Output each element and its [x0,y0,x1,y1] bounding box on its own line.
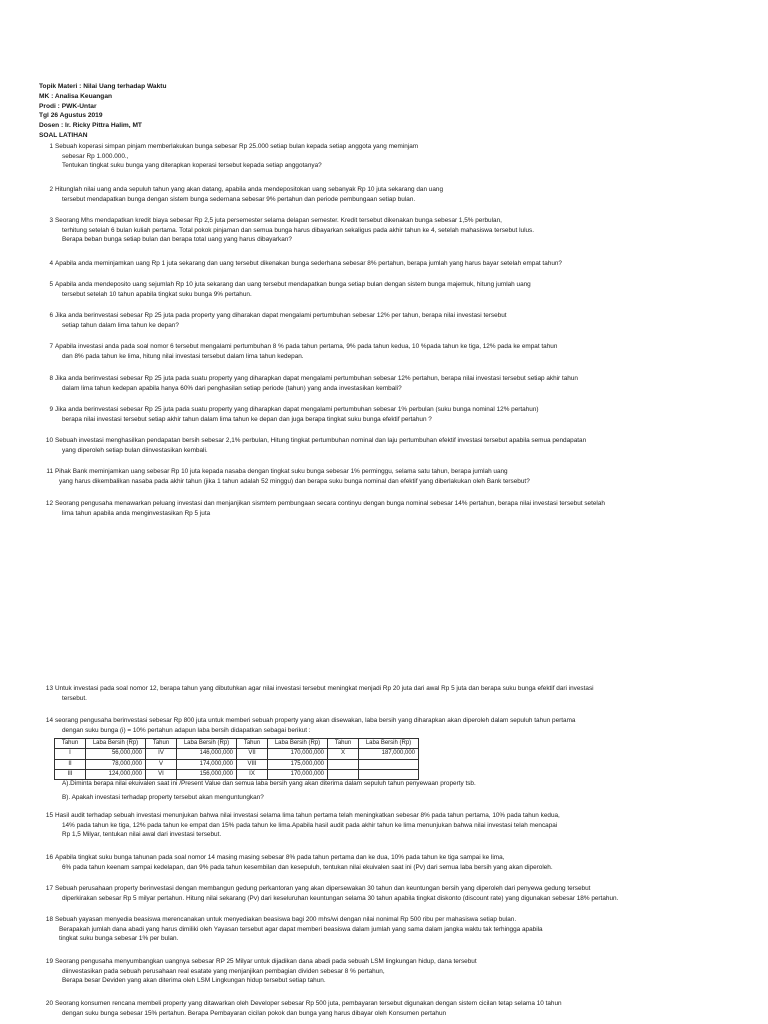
question-text: dalam lima tahun kedepan apabila hanya 60% dari penghasilan setiap periode (tahun) yang anda investasikan kembali? [62,384,402,392]
question-text: dengan suku bunga sebesar 15% pertahun. Berapa Pembayaran cicilan pokok dan bunga yang harus dibayar oleh Konsumen pertahun [62,1009,447,1017]
table-row [55,749,419,759]
question-text: Hitunglah nilai uang anda sepuluh tahun yang akan datang, apabila anda mendepositokan uang sebanyak Rp 10 juta sekarang dan uang [55,186,444,193]
table-row [55,759,419,769]
question-text: Sebuah investasi menghasilkan pendapatan bersih sebesar 2,1% perbulan, Hitung tingkat pertumbuhan nominal dan laju pertumbuhan efektif investasi tersebut apabila semua pendapatan [55,437,587,444]
question-text: yang diperoleh setiap bulan diinvestasikan kembali. [62,446,208,454]
question-text: Apabila tingkat suku bunga tahunan pada soal nomor 14 masing masing sebesar 8% pada tahun pertama dan ke dua, 10% pada tahun ke tiga sampai ke lima, [55,854,505,861]
question-14 [39,716,689,735]
document-header [39,82,167,141]
question-20 [39,999,689,1018]
column-header: Laba Bersih (Rp) [86,739,146,749]
question-text: tingkat suku bunga sebesar 1% per bulan. [59,935,179,943]
table-cell: II [55,759,86,769]
question-text: Berapa besar Deviden yang akan diterima oleh LSM Lingkungan hidup tersebut setiap tahun. [62,977,326,985]
question-5 [39,280,689,299]
question-number: 12 [45,500,53,507]
table-cell: 170,000,000 [268,749,328,759]
question-16 [39,853,689,872]
question-13 [39,684,689,703]
question-number: 11 [46,468,53,475]
question-text: Seorang pengusaha menawarkan peluang investasi dan menjanjikan sismtem pembungaan secara continyu dengan bunga nominal sebesar 14% pertahun, berapa nilai investasi tersebut setelah [55,500,605,507]
question-number: 16 [45,854,53,861]
question-text: Seorang Mhs mendapatkan kredit biaya sebesar Rp 2,5 juta persemester selama delapan semester. Kredit tersebut dikenakan bunga sebesar 1,5% perbulan, [55,217,502,224]
question-number: 3 [49,217,53,224]
question-number: 18 [45,916,53,923]
table-cell: VII [237,749,268,759]
question-1 [39,142,689,171]
question-14-notes [39,779,689,802]
question-text: Untuk investasi pada soal nomor 12, berapa tahun yang dibutuhkan agar nilai investasi tersebut meningkat menjadi Rp 20 juta dari awal Rp 5 juta dan berapa suku bunga efektif dari investasi [55,685,594,692]
question-text: seorang pengusaha berinvestasi sebesar Rp 800 juta untuk memberi sebuah property yang akan disewakan, laba bersih yang diharapkan akan diperoleh dalam sepuluh tahun pertama [55,717,576,724]
table-cell: III [55,769,86,779]
question-text: Apabila anda meminjamkan uang Rp 1 juta sekarang dan uang tersebut dikenakan bunga sederhana sebesar 8% pertahun, berapa jumlah yang harus bayar setelah empat tahun? [55,260,562,267]
table-cell: 146,000,000 [177,749,237,759]
question-number: 5 [49,281,53,288]
lecturer-line: Dosen : Ir. Ricky Pittra Halim, MT [39,122,142,130]
question-text: Seorang pengusaha menyumbangkan uangnya sebesar RP 25 Milyar untuk dijadikan dana abadi pada sebuah LSM lingkungan hidup, dana tersebut [55,958,477,965]
program-line: Prodi : PWK-Untar [39,102,97,110]
question-number: 17 [45,885,53,892]
question-text: Berapakah jumlah dana abadi yang harus dimiliki oleh Yayasan tersebut agar dapat memberi beasiswa dalam jumlah yang sama dalam jangka waktu tak terhingga apabila [59,925,543,933]
table-cell: 174,000,000 [177,759,237,769]
question-19 [39,957,689,986]
question-text: tersebut setelah 10 tahun apabila tingkat suku bunga 9% pertahun. [62,290,252,298]
question-17 [39,884,689,903]
table-cell: 170,000,000 [268,769,328,779]
question-18 [39,915,689,944]
table-cell [328,759,359,769]
question-text: Jika anda berinvestasi sebesar Rp 25 juta pada suatu property yang diharapkan dapat mengalami pertumbuhan sebesar 1% perbulan (suku bunga nominal 12% pertahun) [55,406,539,413]
question-text: lima tahun apabila anda menginvestasikan Rp 5 juta [62,509,211,517]
question-text: Pihak Bank meminjamkan uang sebesar Rp 10 juta kepada nasaba dengan tingkat suku bunga sebesar 1% perminggu, selama satu tahun, berapa jumlah uang [55,468,508,475]
table-cell [359,759,419,769]
question-text: Apabila investasi anda pada soal nomor 6 tersebut mengalami pertumbuhan 8 % pada tahun pertama, 9% pada tahun kedua, 10 %pada tahun ke tiga, 12% pada ke empat tahun [55,343,558,350]
column-header: Tahun [237,739,268,749]
question-number: 8 [49,375,53,382]
question-number: 7 [49,343,53,350]
table-cell: IV [146,749,177,759]
question-text: Sebuah koperasi simpan pinjam memberlakukan bunga sebesar Rp 25.000 setiap bulan kepada setiap anggota yang meminjam [55,143,419,150]
question-text: Apabila anda mendeposito uang sejumlah Rp 10 juta sekarang dan uang tersebut mendapatkan bunga setiap bulan dengan sistem bunga majemuk, hitung jumlah uang [55,281,531,288]
table-cell: 175,000,000 [268,759,328,769]
question-text: sebesar Rp 1.000.000., [62,152,129,160]
section-title: SOAL LATIHAN [39,131,88,139]
question-text: terhitung setelah 6 bulan kuliah pertama. Total pokok pinjaman dan semua bunga harus dibayarkan sekaligus pada akhir tahun ke 4, setelah mahasiswa tersebut lulus. [62,226,535,234]
question-15 [39,811,689,840]
table-cell: 78,000,000 [86,759,146,769]
question-text: Sebuah yayasan menyedia beasiswa merencanakan untuk menyediakan beasiswa bagi 200 mhs/wi dengan nilai nonimal Rp 500 ribu per mahasiswa setiap bulan. [55,916,517,923]
column-header: Laba Bersih (Rp) [268,739,328,749]
question-text: A).Diminta berapa nilai ekuivalen saat ini /Present Value dan semua laba bersih yang akan diterima dalam sepuluh tahun penyewaan property tsb. [62,780,476,787]
table-cell: 156,000,000 [177,769,237,779]
date-line: Tgl 26 Agustus 2019 [39,112,103,120]
question-number: 10 [45,437,53,444]
table-cell: X [328,749,359,759]
column-header: Laba Bersih (Rp) [359,739,419,749]
question-text: diperkirakan sebesar Rp 5 milyar pertahun. Hitung nilai sekarang (Pv) dari keseluruhan keuntungan selama 30 tahun apabila tingkat diskonto (discount rate) yang digunakan sebesar 18% pertahun. [62,894,619,902]
question-text: dengan suku bunga (i) = 10% pertahun adapun laba bersih didapatkan sebagai berikut : [62,726,311,734]
question-text: Rp 1,5 Milyar, tentukan nilai awal dari investasi tersebut. [62,831,222,839]
question-number: 19 [45,958,53,965]
question-8 [39,374,689,393]
question-number: 13 [45,685,53,692]
question-number: 4 [49,260,53,267]
question-text: Hasil audit terhadap sebuah investasi menunjukan bahwa nilai investasi selama lima tahun pertama telah meningkatkan sebesar 8% pada tahun pertama, 10% pada tahun kedua, [55,812,560,819]
table-cell: 124,000,000 [86,769,146,779]
question-3 [39,216,689,245]
topic-line: Topik Materi : Nilai Uang terhadap Waktu [39,83,167,90]
question-7 [39,342,689,361]
table-cell: VIII [237,759,268,769]
question-number: 1 [49,143,53,150]
question-text: Berapa beban bunga setiap bulan dan berapa total uang yang harus dibayarkan? [62,236,292,244]
question-number: 6 [49,312,53,319]
column-header: Laba Bersih (Rp) [177,739,237,749]
question-text: diinvestasikan pada sebuah perusahaan real esatate yang menjanjikan pembagian dividen sebesar 8 % pertahun, [62,967,385,975]
table-cell: 187,000,000 [359,749,419,759]
question-number: 15 [45,812,53,819]
question-text: dan 8% pada tahun ke lima, hitung nilai investasi tersebut dalam lima tahun kedepan. [62,352,304,360]
table-header-row [55,739,419,749]
question-text: Seorang konsumen rencana membeli property yang ditawarkan oleh Developer sebesar Rp 500 juta, pembayaran tersebut digunakan dengan sistem cicilan tetap selama 10 tahun [55,1000,562,1007]
question-4 [39,259,689,269]
question-text: B). Apakah investasi terhadap property tersebut akan menguntungkan? [62,793,264,801]
question-number: 14 [45,717,53,724]
column-header: Tahun [146,739,177,749]
question-2 [39,185,689,204]
question-text: Tentukan tingkat suku bunga yang diterapkan koperasi tersebut kepada setiap anggotanya? [62,162,322,170]
question-text: tersebut. [62,694,87,702]
question-text: setiap tahun dalam lima tahun ke depan? [62,321,179,329]
table-cell: I [55,749,86,759]
question-number: 9 [49,406,53,413]
table-cell: 56,000,000 [86,749,146,759]
question-9 [39,405,689,424]
table-cell: VI [146,769,177,779]
question-text: berapa nilai investasi tersebut setiap akhir tahun dalam lima tahun ke depan dan juga berapa tingkat suku bunga efektif pertahun ? [62,415,432,423]
table-cell: IX [237,769,268,779]
column-header: Tahun [328,739,359,749]
question-text: Jika anda berinvestasi sebesar Rp 25 juta pada suatu property yang diharapkan dapat mengalami pertumbuhan sebesar 12% pertahun, berapa nilai investasi tersebut setiap akhir tahun [55,375,578,382]
question-6 [39,311,689,330]
question-text: yang harus dikembalikan nasaba pada akhir tahun (jika 1 tahun adalah 52 minggu) dan berapa suku bunga nominal dan efektif yang diberlakukan oleh Bank tersebut? [59,477,530,485]
course-line: MK : Analisa Keuangan [39,92,113,100]
question-12 [39,499,689,518]
column-header: Tahun [55,739,86,749]
question-text: Jika anda berinvestasi sebesar Rp 25 juta pada property yang diharakan dapat mengalami pertumbuhan sebesar 12% per tahun, berapa nilai investasi tersebut [55,312,507,319]
profit-table [54,738,419,780]
question-text: 14% pada tahun ke tiga, 12% pada tahun ke empat dan 15% pada tahun ke lima.Apabila hasil audit pada akhir tahun ke lima menunjukan bahwa nilai investasi telah mencapai [62,821,558,829]
question-text: Sebuah perusahaan property berinvestasi dengan membangun gedung perkantoran yang akan dipersewakan 30 tahun dan keuntungan bersih yang diperoleh dari penyewa gedung tersebut [55,885,591,892]
question-10 [39,436,689,455]
question-text: 6% pada tahun keenam sampai kedelapan, dan 9% pada tahun kesembilan dan kesepuluh, tentukan nilai ekuivalen saat ini (Pv) dari semua laba bersih yang akan diperoleh. [62,863,553,871]
question-number: 2 [49,186,53,193]
table-cell: V [146,759,177,769]
question-text: tersebut mendapatkan bunga dengan sistem bunga sedernana sebesar 9% pertahun dan periode pembungaan setiap bulan. [62,195,416,203]
question-11 [39,467,689,486]
question-number: 20 [45,1000,53,1007]
